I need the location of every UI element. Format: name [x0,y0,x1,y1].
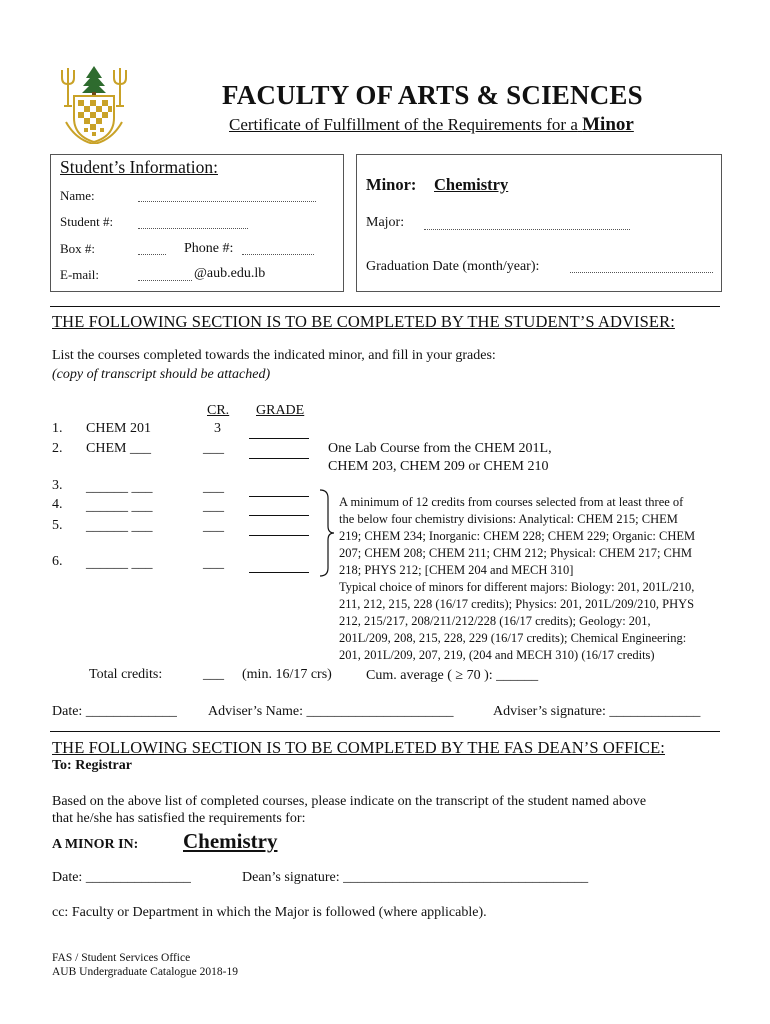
course-credits: ___ [203,480,224,495]
dean-body-text-line2: that he/she has satisfied the requirements for: [52,811,306,826]
page-title: FACULTY OF ARTS & SCIENCES [222,80,643,110]
cc-note: cc: Faculty or Department in which the Major is followed (where applicable). [52,905,487,920]
box-label: Box #: [60,241,96,256]
course-code: CHEM ___ [86,441,151,456]
min-credits-note: (min. 16/17 crs) [242,667,332,682]
course-credits: 3 [214,421,221,436]
registrar-addressee: To: Registrar [52,758,132,773]
course-credits: ___ [203,519,224,534]
note-line: A minimum of 12 credits from courses selected from at least three of [339,495,684,509]
section-divider [50,731,720,732]
grade-field[interactable] [249,457,309,459]
course-code: ______ ___ [86,519,153,534]
note-line: 219; CHEM 234; Inorganic: CHEM 228; CHEM 229; Organic: CHEM [339,529,696,543]
grade-field[interactable] [249,437,309,439]
adviser-name-field[interactable]: Adviser’s Name: _____________________ [208,704,454,719]
adviser-section-heading: THE FOLLOWING SECTION IS TO BE COMPLETED BY THE STUDENT’S ADVISER: [52,312,675,331]
grade-field[interactable] [249,571,309,573]
total-credits-field[interactable]: ___ [203,667,224,682]
grade-column-header: GRADE [256,403,305,418]
division-requirements-note [339,494,729,664]
dean-date-field[interactable]: Date: _______________ [52,870,191,885]
student-info-heading: Student’s Information: [60,157,218,177]
transcript-note: (copy of transcript should be attached) [52,367,271,382]
course-code: ______ ___ [86,480,153,495]
dean-body-text: Based on the above list of completed courses, please indicate on the transcript of the student named above [52,794,647,809]
page-subtitle [229,114,634,136]
grade-field[interactable] [249,495,309,497]
note-line: the below four chemistry divisions: Analytical: CHEM 215; CHEM [339,512,678,526]
major-label: Major: [366,215,405,230]
note-line: Typical choice of minors for different majors: Biology: 201, 201L/210, [339,580,695,594]
lab-course-note: One Lab Course from the CHEM 201L, [328,441,552,456]
grade-field[interactable] [249,534,309,536]
adviser-date-field[interactable]: Date: _____________ [52,704,177,719]
email-field[interactable] [138,279,192,281]
phone-field[interactable] [242,253,314,255]
row-number: 4. [52,497,63,512]
subtitle-text: Certificate of Fulfillment of the Requirements for a [229,115,578,134]
minor-value: Chemistry [434,175,509,194]
total-credits-label: Total credits: [89,667,163,682]
minor-label: Minor: [366,175,417,194]
section-divider [50,306,720,307]
subtitle-minor: Minor [582,114,634,135]
major-field[interactable] [424,228,630,230]
course-code: ______ ___ [86,499,153,514]
grade-field[interactable] [249,514,309,516]
email-suffix: @aub.edu.lb [194,266,266,281]
footer-office: FAS / Student Services Office [52,952,191,964]
graduation-date-label: Graduation Date (month/year): [366,259,540,274]
note-line: 212, 215/217, 208/211/212/228 (16/17 credits); Geology: 201, [339,614,651,628]
cr-column-header: CR. [207,403,230,418]
footer-catalogue: AUB Undergraduate Catalogue 2018-19 [52,966,238,978]
course-instruction: List the courses completed towards the indicated minor, and fill in your grades: [52,348,496,363]
row-number: 2. [52,441,63,456]
student-number-field[interactable] [138,227,248,229]
note-line: 201L/209, 208, 215, 228, 229 (16/17 credits); Chemical Engineering: [339,631,687,645]
minor-in-label: A MINOR IN: [52,837,139,852]
box-field[interactable] [138,253,166,255]
note-line: 211, 212, 215, 228 (16/17 credits); Physics: 201, 201L/209/210, PHYS [339,597,695,611]
course-code: ______ ___ [86,556,153,571]
course-credits: ___ [203,441,224,456]
row-number: 5. [52,518,63,533]
note-line: 218; PHYS 212; [CHEM 204 and MECH 310] [339,563,574,577]
aub-crest-icon [56,62,132,144]
course-credits: ___ [203,499,224,514]
cum-average-field[interactable]: Cum. average ( ≥ 70 ): ______ [366,668,539,683]
student-number-label: Student #: [60,214,114,229]
note-line: 207; CHEM 208; CHEM 211; CHM 212; Physical: CHEM 217; CHM [339,546,693,560]
lab-course-note-line2: CHEM 203, CHEM 209 or CHEM 210 [328,459,549,474]
course-code: CHEM 201 [86,421,151,436]
brace-icon [316,488,336,578]
name-label: Name: [60,188,95,203]
adviser-signature-field[interactable]: Adviser’s signature: _____________ [493,704,701,719]
email-label: E-mail: [60,267,99,282]
name-field[interactable] [138,200,316,202]
dean-section-heading: THE FOLLOWING SECTION IS TO BE COMPLETED BY THE FAS DEAN’S OFFICE: [52,738,665,757]
phone-label: Phone #: [184,241,234,256]
row-number: 1. [52,421,63,436]
minor-in-value: Chemistry [183,829,278,853]
note-line: 201, 201L/209, 207, 219, (204 and MECH 310) (16/17 credits) [339,648,655,662]
row-number: 3. [52,478,63,493]
row-number: 6. [52,554,63,569]
dean-signature-field[interactable]: Dean’s signature: ___________________________________ [242,870,589,885]
course-credits: ___ [203,556,224,571]
graduation-date-field[interactable] [570,271,713,273]
